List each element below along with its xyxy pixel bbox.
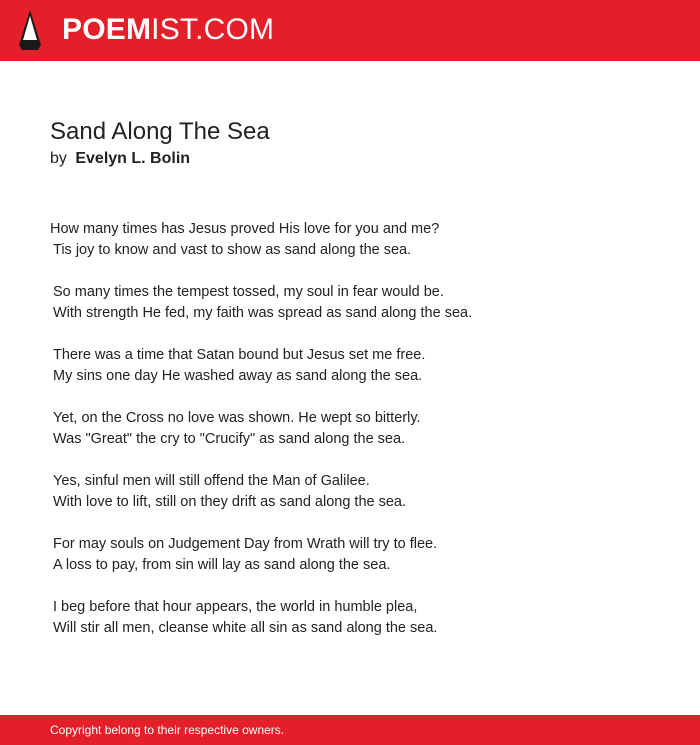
site-footer <box>0 715 700 745</box>
site-header <box>0 0 700 61</box>
stanza <box>50 408 670 450</box>
stanza <box>50 282 670 324</box>
poem-line: How many times has Jesus proved His love for you and me? <box>50 221 440 237</box>
stanza <box>50 471 670 513</box>
poem-line: With strength He fed, my faith was spread as sand along the sea. <box>53 305 473 321</box>
site-logo[interactable] <box>62 12 274 48</box>
pencil-logo-icon[interactable] <box>17 9 43 51</box>
copyright-notice: Copyright belong to their respective owners. <box>50 723 285 737</box>
poem-line: Was "Great" the cry to "Crucify" as sand along the sea. <box>53 431 406 447</box>
author-name[interactable]: Evelyn L. Bolin <box>75 150 191 167</box>
stanza <box>50 534 670 576</box>
stanza <box>50 219 670 261</box>
poem-line: There was a time that Satan bound but Jesus set me free. <box>53 347 426 363</box>
poem-line: Will stir all men, cleanse white all sin as sand along the sea. <box>53 620 438 636</box>
poem-line: Yes, sinful men will still offend the Man of Galilee. <box>53 473 370 489</box>
logo-text-light: IST.COM <box>151 13 275 46</box>
poem-line: Tis joy to know and vast to show as sand along the sea. <box>53 242 412 258</box>
stanza <box>50 597 670 639</box>
byline <box>50 149 190 169</box>
by-label: by <box>50 150 67 167</box>
poem-line: I beg before that hour appears, the world in humble plea, <box>53 599 418 615</box>
poem-line: Yet, on the Cross no love was shown. He wept so bitterly. <box>53 410 421 426</box>
poem-line: For may souls on Judgement Day from Wrath will try to flee. <box>53 536 438 552</box>
poem-line: My sins one day He washed away as sand along the sea. <box>53 368 423 384</box>
poem-line: A loss to pay, from sin will lay as sand along the sea. <box>53 557 391 573</box>
logo-text-bold: POEM <box>62 13 152 46</box>
poem-body <box>50 219 670 660</box>
poem-line: With love to lift, still on they drift as sand along the sea. <box>53 494 407 510</box>
poem-line: So many times the tempest tossed, my soul in fear would be. <box>53 284 444 300</box>
poem-title: Sand Along The Sea <box>50 118 270 145</box>
stanza <box>50 345 670 387</box>
